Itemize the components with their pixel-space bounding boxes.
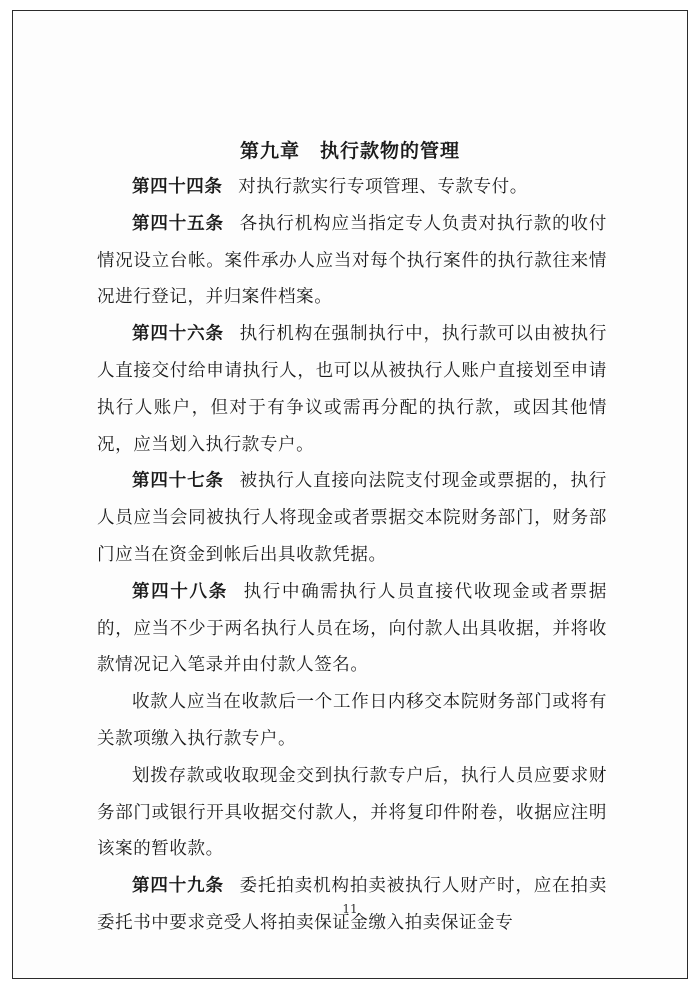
article-47: [97, 463, 607, 573]
paragraph-transfer: [97, 758, 607, 868]
chapter-title: 第九章 执行款物的管理: [239, 140, 460, 162]
article-44: [97, 169, 607, 206]
article-number: 第四十九条: [132, 876, 224, 897]
article-text: 各执行机构应当指定专人负责对执行款的收付情况设立台帐。案件承办人应当对每个执行案件的执行款往来情况进行登记，并归案件档案。: [97, 213, 607, 308]
article-text: 执行机构在强制执行中，执行款可以由被执行人直接交付给申请执行人，也可以从被执行人账户直接划至申请执行人账户，但对于有争议或需再分配的执行款，或因其他情况，应当划入执行款专户。: [97, 324, 607, 455]
article-text: 委托拍卖机构拍卖被执行人财产时，应在拍卖委托书中要求竞受人将拍卖保证金缴入拍卖保证金专: [97, 876, 607, 933]
article-48: [97, 574, 607, 684]
article-46: [97, 316, 607, 463]
article-number: 第四十七条: [132, 471, 224, 492]
article-number: 第四十四条: [132, 177, 223, 197]
article-number: 第四十五条: [132, 213, 224, 234]
article-45: [97, 206, 607, 316]
page-number: 11: [342, 902, 358, 916]
article-number: 第四十八条: [132, 581, 228, 602]
paragraph-text: 收款人应当在收款后一个工作日内移交本院财务部门或将有关款项缴入执行款专户。: [97, 692, 607, 749]
article-text: 对执行款实行专项管理、专款专付。: [238, 177, 528, 197]
paragraph-payee: [97, 684, 607, 758]
document-body: [97, 169, 607, 942]
article-text: 执行中确需执行人员直接代收现金或者票据的，应当不少于两名执行人员在场，向付款人出具收据，并将收款情况记入笔录并由付款人签名。: [97, 581, 607, 676]
article-number: 第四十六条: [132, 324, 224, 345]
article-text: 被执行人直接向法院支付现金或票据的，执行人员应当会同被执行人将现金或者票据交本院财务部门，财务部门应当在资金到帐后出具收款凭据。: [97, 471, 607, 565]
paragraph-text: 划拨存款或收取现金交到执行款专户后，执行人员应要求财务部门或银行开具收据交付款人，并将复印件附卷，收据应注明该案的暂收款。: [97, 765, 607, 860]
